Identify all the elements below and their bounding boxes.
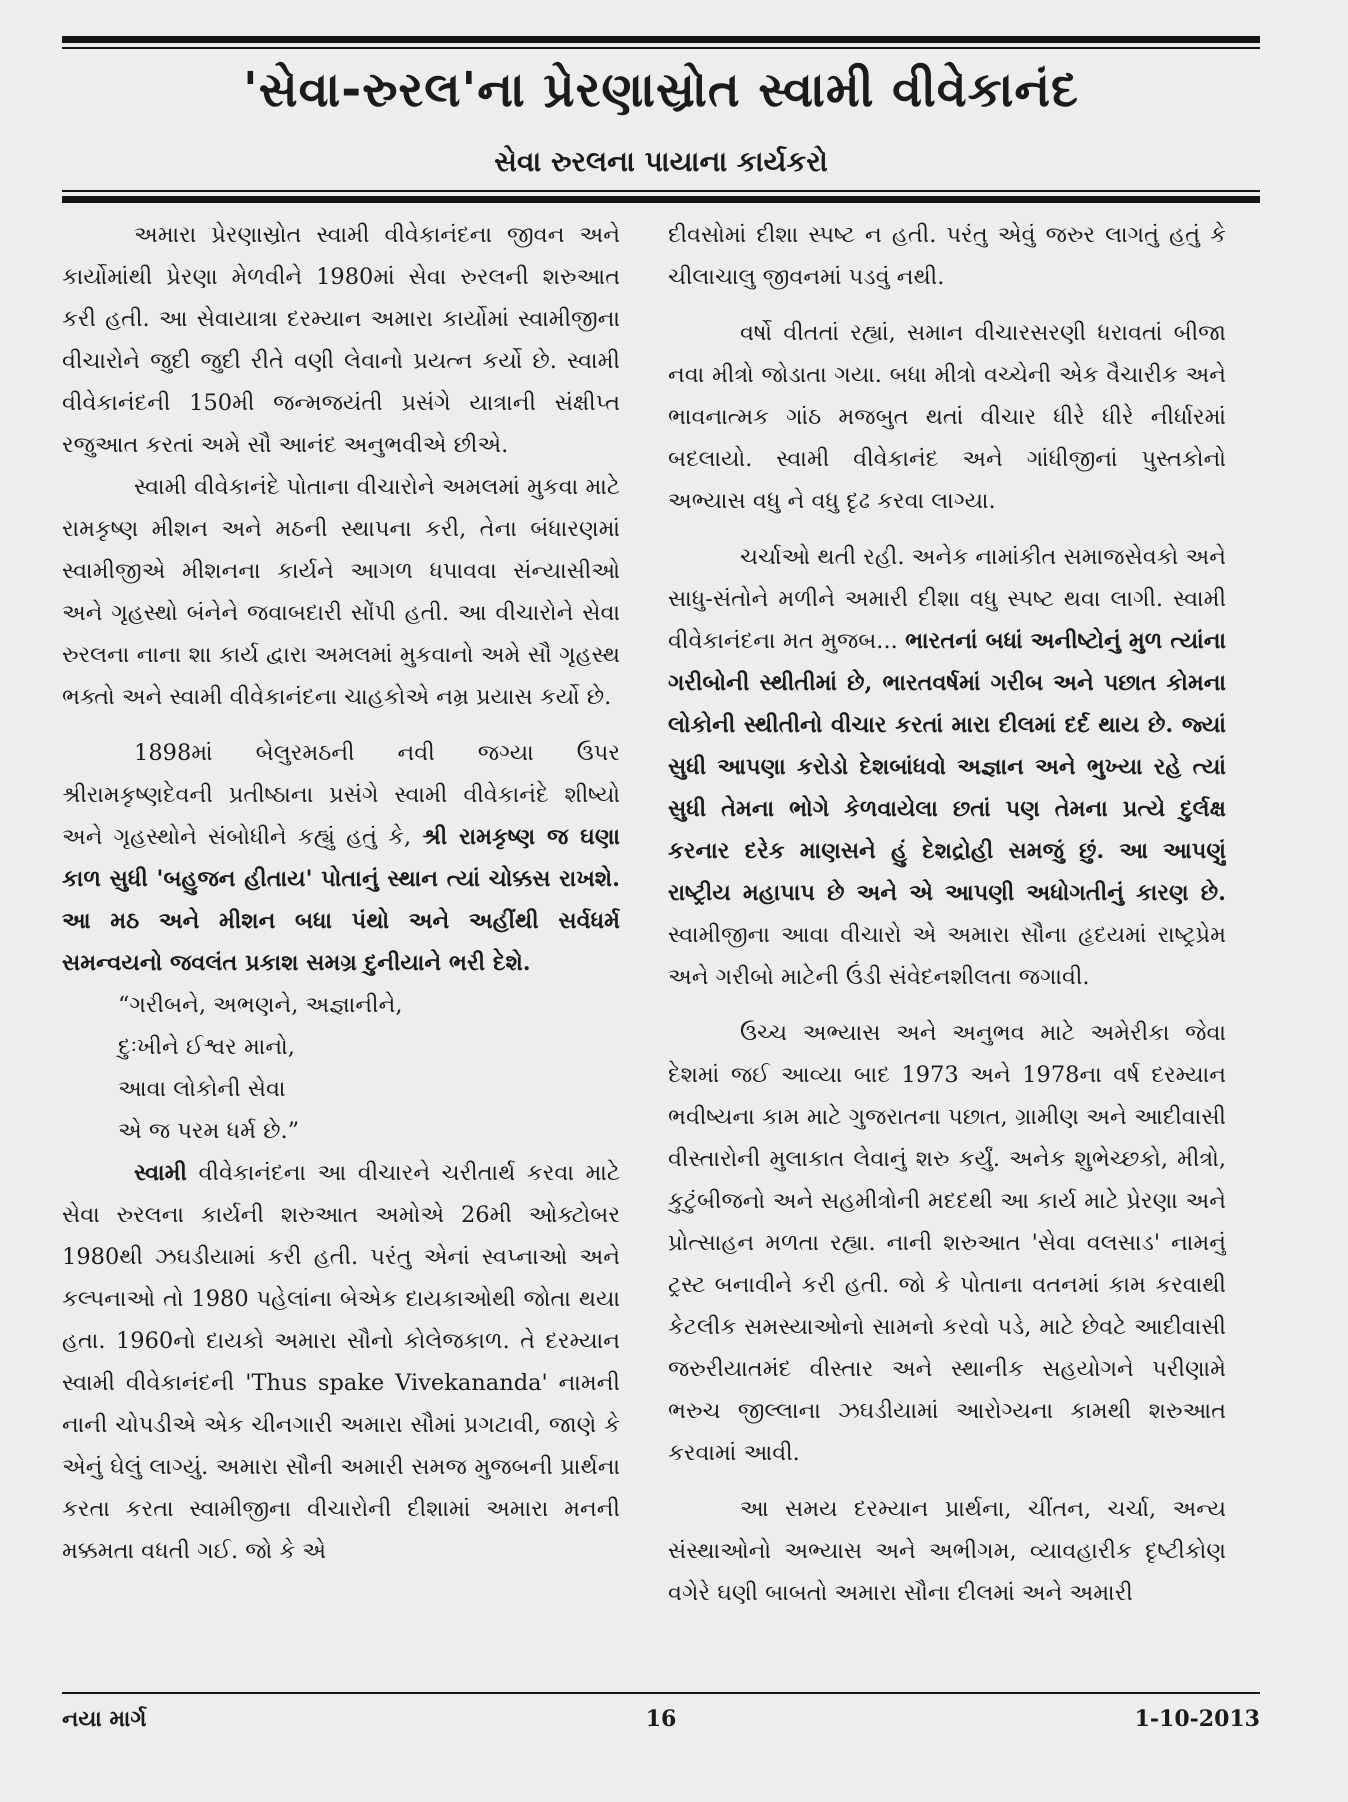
paragraph: અમારા પ્રેરણાસ્રોત સ્વામી વીવેકાનંદના જીવન અને કાર્યોમાંથી પ્રેરણા મેળવીને 1980માં સેવા રુરલની શરુઆત કરી હતી. આ સેવાયાત્રા દરમ્યાન અમારા કાર્યોમાં સ્વામીજીના વીચારોને જુદી જુદી રીતે વણી લેવાનો પ્રયત્ન કર્યો છે. સ્વામી વીવેકાનંદની 150મી જન્મજયંતી પ્રસંગે યાત્રાની સંક્ષીપ્ત રજુઆત કરતાં અમે સૌ આનંદ અનુભવીએ છીએ. — [62, 222, 620, 458]
paragraph-text: સ્વામીજીના આવા વીચારો એ અમારા સૌના હૃદયમાં રાષ્ટ્રપ્રેમ અને ગરીબો માટેની ઉંડી સંવેદનશીલતા જગાવી. — [668, 922, 1226, 990]
paragraph — [668, 536, 1226, 998]
article-byline: સેવા રુરલના પાયાના કાર્યકરો — [494, 145, 828, 178]
paragraph: વર્ષો વીતતાં રહ્યાં, સમાન વીચારસરણી ધરાવતાં બીજા નવા મીત્રો જોડાતા ગયા. બધા મીત્રો વચ્ચેની એક વૈચારીક અને ભાવનાત્મક ગાંઠ મજબુત થતાં વીચાર ધીરે ધીરે નીર્ધારમાં બદલાયો. સ્વામી વીવેકાનંદ અને ગાંધીજીનાં પુસ્તકોનો અભ્યાસ વધુ ને વધુ દૃઢ કરવા લાગ્યા. — [668, 320, 1226, 514]
paragraph — [62, 732, 620, 984]
header-rule-thin — [62, 190, 1260, 192]
footer-rule — [62, 1692, 1260, 1694]
poem-line: એ જ પરમ ધર્મ છે.” — [118, 1118, 300, 1144]
bold-word: સ્વામી — [134, 1160, 187, 1186]
poem-line: આવા લોકોની સેવા — [118, 1076, 286, 1102]
paragraph: આ સમય દરમ્યાન પ્રાર્થના, ચીંતન, ચર્ચા, અન્ય સંસ્થાઓનો અભ્યાસ અને અભીગમ, વ્યાવહારીક દૃષ્ટીકોણ વગેરે ઘણી બાબતો અમારા સૌના દીલમાં અને અમારી — [668, 1496, 1226, 1606]
paragraph-text: ચર્ચાઓ થતી રહી. અનેક નામાંકીત સમાજસેવકો અને સાધુ-સંતોને મળીને અમારી દીશા વધુ સ્પષ્ટ થવા લાગી. સ્વામી વીવેકાનંદના મત મુજબ... — [668, 544, 1226, 654]
left-column — [62, 214, 620, 1680]
issue-date: 1-10-2013 — [1134, 1706, 1260, 1732]
paragraph-text: વીવેકાનંદના આ વીચારને ચરીતાર્થ કરવા માટે સેવા રુરલના કાર્યની શરુઆત અમોએ 26મી ઓક્ટોબર 1980થી ઝઘડીયામાં કરી હતી. પરંતુ એનાં સ્વપ્નાઓ અને કલ્પનાઓ તો 1980 પહેલાંના બેએક દાયકાઓથી જોતા થયા હતા. 1960નો દાયકો અમારા સૌનો કોલેજકાળ. તે દરમ્યાન સ્વામી વીવેકાનંદની 'Thus spake Vivekananda' નામની નાની ચોપડીએ એક ચીનગારી અમારા સૌમાં પ્રગટાવી, જાણે કે એનું ઘેલું લાગ્યું. અમારા સૌની અમારી સમજ મુજબની પ્રાર્થના કરતા કરતા સ્વામીજીના વીચારોની દીશામાં અમારા મનની મક્કમતા વધતી ગઈ. જો કે એ — [62, 1160, 620, 1564]
publication-name: નયા માર્ગ — [62, 1706, 147, 1732]
paragraph: સ્વામી વીવેકાનંદે પોતાના વીચારોને અમલમાં મુકવા માટે રામકૃષ્ણ મીશન અને મઠની સ્થાપના કરી, તેના બંધારણમાં સ્વામીજીએ મીશનના કાર્યને આગળ ધપાવવા સંન્યાસીઓ અને ગૃહસ્થો બંનેને જવાબદારી સોંપી હતી. આ વીચારોને સેવા રુરલના નાના શા કાર્ય દ્વારા અમલમાં મુકવાનો અમે સૌ ગૃહસ્થ ભક્તો અને સ્વામી વીવેકાનંદના ચાહકોએ નમ્ર પ્રયાસ કર્યો છે. — [62, 474, 620, 710]
paragraph: ઉચ્ચ અભ્યાસ અને અનુભવ માટે અમેરીકા જેવા દેશમાં જઈ આવ્યા બાદ 1973 અને 1978ના વર્ષ દરમ્યાન ભવીષ્યના કામ માટે ગુજરાતના પછાત, ગ્રામીણ અને આદીવાસી વીસ્તારોની મુલાકાત લેવાનું શરુ કર્યું. અનેક શુભેચ્છકો, મીત્રો, કુટુંબીજનો અને સહમીત્રોની મદદથી આ કાર્ય માટે પ્રેરણા અને પ્રોત્સાહન મળતા રહ્યા. નાની શરુઆત 'સેવા વલસાડ' નામનું ટ્રસ્ટ બનાવીને કરી હતી. જો કે પોતાના વતનમાં કામ કરવાથી કેટલીક સમસ્યાઓનો સામનો કરવો પડે, માટે છેવટે આદીવાસી જરુરીયાતમંદ વીસ્તાર અને સ્થાનીક સહયોગને પરીણામે ભરુચ જીલ્લાના ઝઘડીયામાં આરોગ્યના કામથી શરુઆત કરવામાં આવી. — [668, 1020, 1226, 1466]
paragraph — [62, 1152, 620, 1572]
top-rule-thin — [62, 47, 1260, 49]
poem-line: “ગરીબને, અભણને, અજ્ઞાનીને, — [118, 992, 403, 1018]
page-number: 16 — [645, 1706, 677, 1732]
poem-line: દુઃખીને ઈશ્વર માનો, — [118, 1034, 295, 1060]
bold-quote: ભારતનાં બધાં અનીષ્ટોનું મુળ ત્યાંના ગરીબોની સ્થીતીમાં છે, ભારતવર્ષમાં ગરીબ અને પછાત કોમના લોકોની સ્થીતીનો વીચાર કરતાં મારા દીલમાં દર્દ થાય છે. જ્યાં સુધી આપણા કરોડો દેશબાંધવો અજ્ઞાન અને ભુખ્યા રહે ત્યાં સુધી તેમના ભોગે કેળવાયેલા છતાં પણ તેમના પ્રત્યે દુર્લક્ષ કરનાર દરેક માણસને હું દેશદ્રોહી સમજું છું. આ આપણું રાષ્ટ્રીય મહાપાપ છે અને એ આપણી અધોગતીનું કારણ છે. — [668, 628, 1226, 906]
poem-quote — [62, 984, 620, 1152]
right-column — [668, 214, 1226, 1680]
article-title: 'સેવા-રુરલ'ના પ્રેરણાસ્રોત સ્વામી વીવેકાનંદ — [243, 62, 1079, 118]
page-footer — [62, 1706, 1260, 1746]
bold-quote: શ્રી રામકૃષ્ણ જ ઘણા કાળ સુધી 'બહુજન હીતાય' પોતાનું સ્થાન ત્યાં ચોક્કસ રાખશે. આ મઠ અને મીશન બધા પંથો અને અહીંથી સર્વધર્મ સમન્વયનો જવલંત પ્રકાશ સમગ્ર દુનીયાને ભરી દેશે. — [62, 824, 620, 976]
header-rule — [62, 196, 1260, 203]
paragraph-text: 1898માં બેલુરમઠની નવી જગ્યા ઉપર શ્રીરામકૃષ્ણદેવની પ્રતીષ્ઠાના પ્રસંગે સ્વામી વીવેકાનંદે શીષ્યો અને ગૃહસ્થોને સંબોધીને કહ્યું હતું કે, — [62, 740, 620, 850]
paragraph: દીવસોમાં દીશા સ્પષ્ટ ન હતી. પરંતુ એવું જરુર લાગતું હતું કે ચીલાચાલુ જીવનમાં પડવું નથી. — [668, 222, 1226, 290]
top-rule — [62, 36, 1260, 43]
